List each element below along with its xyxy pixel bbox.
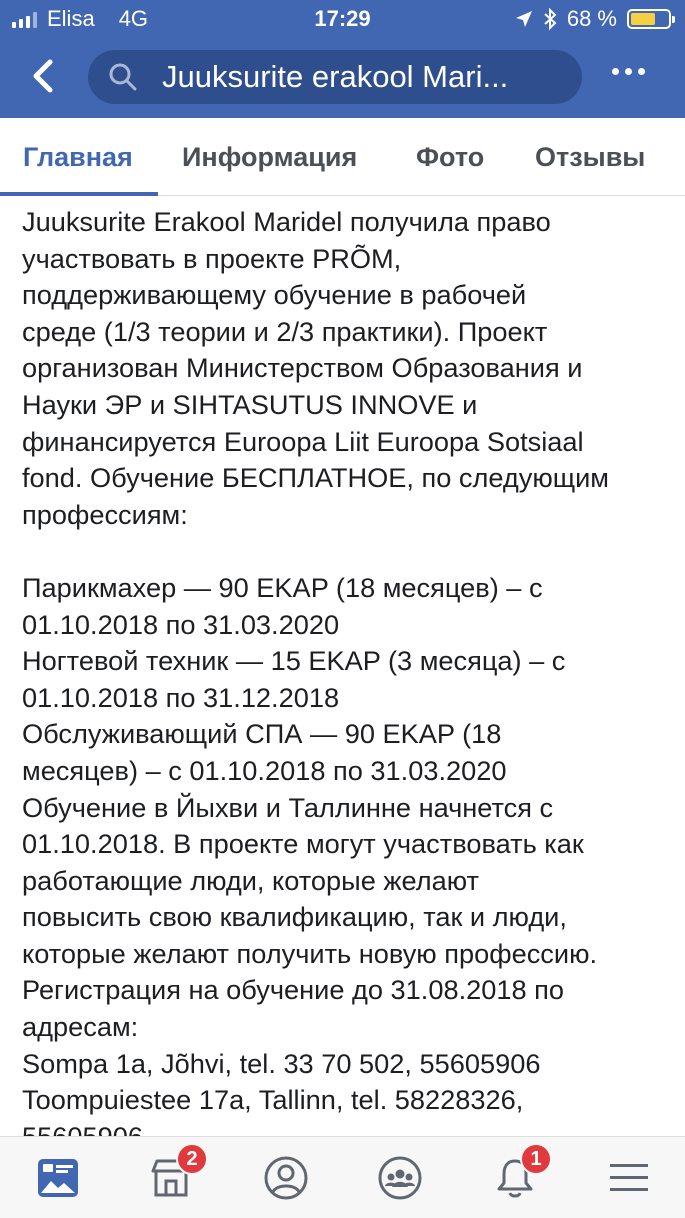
battery-percent: 68 % (566, 6, 617, 31)
menu-tab[interactable] (604, 1153, 654, 1203)
active-tab-indicator (0, 192, 158, 196)
news-feed-icon (36, 1157, 80, 1199)
location-icon (515, 10, 533, 28)
post-paragraph: Парикмахер — 90 EKAP (18 месяцев) – с 01.10.2018 по 31.03.2020 Ногтевой техник — 15 EKAP (3 месяца) – с 01.10.2018 по 31.12.2018 Обслуживающий СПА — 90 EKAP (18 месяцев) – с 01.10.2018 по 31.03.2020 Обучение в Йыхви и Таллинне начнется с 01.10.2018. В проекте могут участвовать как работающие люди, которые желают повысить свою квалификацию, так и люди, которые желают получить новую профессию. Регистрация на обучение до 31.08.2018 по адресам: Sompa 1a, Jõhvi, tel. 33 70 502, 55605906 Toompuiestee 17a, Tallinn, tel. 58228326, (22, 571, 598, 1116)
more-icon[interactable] (612, 68, 645, 75)
search-bar[interactable] (88, 50, 582, 104)
post-body (22, 204, 672, 1134)
tab-info[interactable]: Информация (182, 142, 358, 172)
status-bar (0, 0, 685, 40)
menu-icon (608, 1160, 650, 1196)
bluetooth-icon (543, 8, 557, 30)
marketplace-tab[interactable] (146, 1147, 198, 1203)
page-tabs (0, 118, 685, 196)
search-icon (108, 62, 138, 92)
groups-icon (377, 1155, 423, 1201)
battery-level (631, 13, 655, 25)
profile-tab[interactable] (261, 1153, 311, 1203)
status-time: 17:29 (314, 6, 371, 31)
news-feed-tab[interactable] (33, 1153, 83, 1203)
status-right (515, 6, 671, 32)
battery-icon (627, 9, 671, 29)
network-label: 4G (118, 6, 149, 31)
app-header (0, 0, 685, 118)
back-icon[interactable] (26, 56, 62, 96)
notifications-badge: 1 (520, 1143, 552, 1175)
tab-reviews[interactable]: Отзывы (535, 142, 646, 172)
notifications-tab[interactable] (490, 1147, 542, 1203)
tab-photos[interactable]: Фото (416, 142, 485, 172)
groups-tab[interactable] (375, 1153, 425, 1203)
bottom-tab-bar (0, 1136, 685, 1218)
nav-bar (0, 42, 685, 118)
post-paragraph: Juuksurite Erakool Maridel получила право участвовать в проекте PRÕM, поддерживающему обучение в рабочей среде (1/3 теории и 2/3 практики). Проект организован Министерством Образования и Науки ЭР и SIHTASUTUS INNOVE и финансируется Euroopa Liit Euroopa Sotsiaal fond. Обучение БЕСПЛАТНОЕ, по следующим профессиям: (22, 206, 609, 530)
carrier-label: Elisa (47, 6, 95, 31)
tab-home[interactable]: Главная (23, 142, 133, 172)
marketplace-badge: 2 (176, 1143, 208, 1175)
search-query: Juuksurite erakool Mari... (162, 59, 509, 94)
profile-icon (263, 1155, 309, 1201)
